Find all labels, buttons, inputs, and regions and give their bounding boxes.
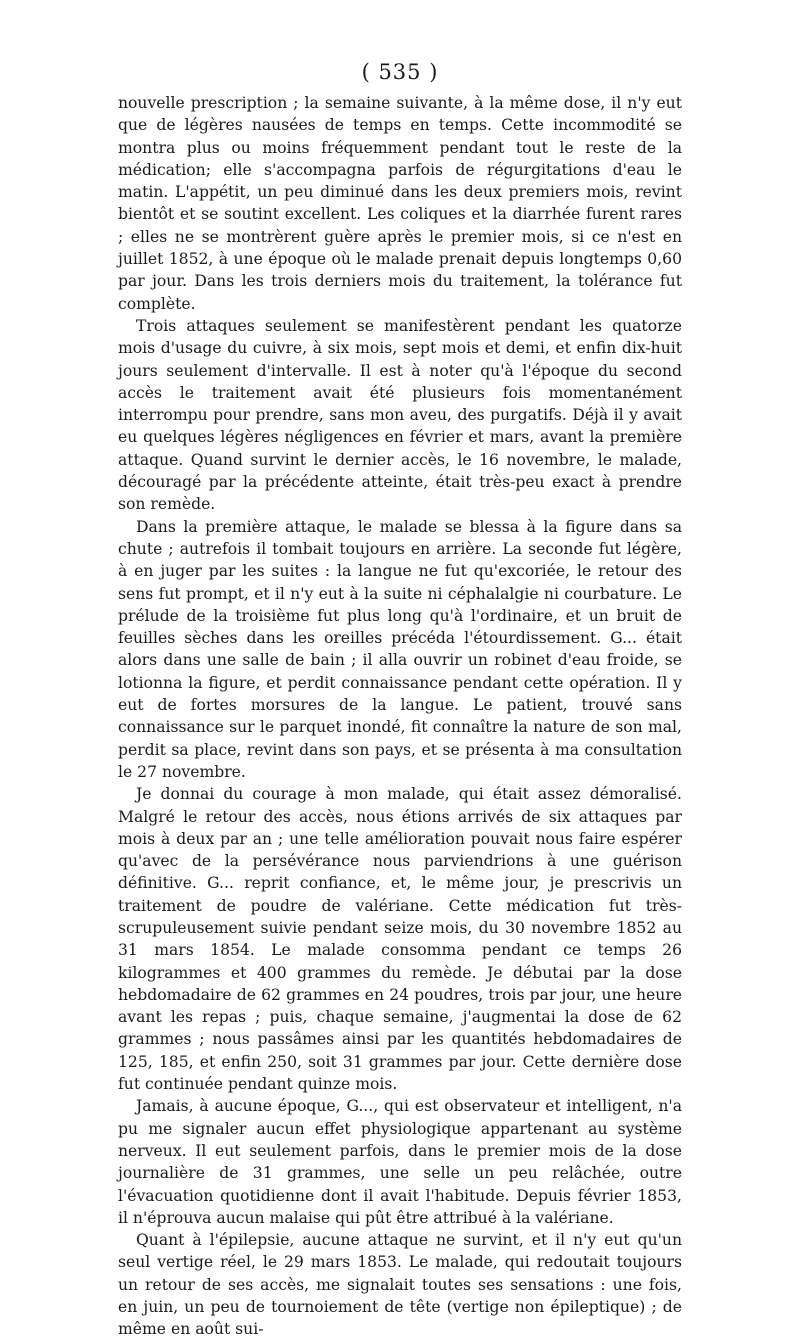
paragraph-2: Trois attaques seulement se manifestèrent pendant les quatorze mois d'usage du cuivre, à six mois, sept mois et demi, et enfin dix-huit jours seulement d'intervalle. Il est à noter qu'à l'époque du second accès le traitement avait été plusieurs fois momentanément interrompu pour prendre, sans mon aveu, des purgatifs. Déjà il y avait eu quelques légères négligences en février et mars, avant la première attaque. Quand survint le dernier accès, le 16 novembre, le malade, découragé par la précédente atteinte, était très-peu exact à prendre son remède. [118, 316, 682, 514]
paragraph-3: Dans la première attaque, le malade se blessa à la figure dans sa chute ; autrefois il tombait toujours en arrière. La seconde fut légère, à en juger par les suites : la langue ne fut qu'excoriée, le retour des sens fut prompt, et il n'y eut à la suite ni céphalalgie ni courbature. Le prélude de la troisième fut plus long qu'à l'ordinaire, et un bruit de feuilles sèches dans les oreilles précéda l'étourdissement. G... était alors dans une salle de bain ; il alla ouvrir un robinet d'eau froide, se lotionna la figure, et perdit connaissance pendant cette opération. Il y eut de fortes morsures de la langue. Le patient, trouvé sans connaissance sur le parquet inondé, fit connaître la nature de son mal, perdit sa place, revint dans son pays, et se présenta à ma consultation le 27 novembre. [118, 517, 682, 781]
paragraph-5: Jamais, à aucune époque, G..., qui est observateur et intelligent, n'a pu me signaler aucun effet physiologique appartenant au système nerveux. Il eut seulement parfois, dans le premier mois de la dose journalière de 31 grammes, une selle un peu relâchée, outre l'évacuation quotidienne dont il avait l'habitude. Depuis février 1853, il n'éprouva aucun malaise qui pût être attribué à la valériane. [118, 1097, 682, 1227]
paragraph-4: Je donnai du courage à mon malade, qui était assez démoralisé. Malgré le retour des accès, nous étions arrivés de six attaques par mois à deux par an ; une telle amélioration pouvait nous faire espérer qu'avec de la persévérance nous parviendrions à une guérison définitive. G... reprit confiance, et, le même jour, je prescrivis un traitement de poudre de valériane. Cette médication fut très-scrupuleusement suivie pendant seize mois, du 30 novembre 1852 au 31 mars 1854. Le malade consomma pendant ce temps 26 kilogrammes et 400 grammes du remède. Je débutai par la dose hebdomadaire de 62 grammes en 24 poudres, trois par jour, une heure avant les repas ; puis, chaque semaine, j'augmentai la dose de 62 grammes ; nous passâmes ainsi par les quantités hebdomadaires de 125, 185, et enfin 250, soit 31 grammes par jour. Cette dernière dose fut continuée pendant quinze mois. [118, 785, 682, 1094]
page-number: ( 535 ) [361, 60, 439, 84]
paragraph-1: nouvelle prescription ; la semaine suivante, à la même dose, il n'y eut que de légères nausées de temps en temps. Cette incommodité se montra plus ou moins fréquemment pendant tout le reste de la médication; elle s'accompagna parfois de régurgitations d'eau le matin. L'appétit, un peu diminué dans les deux premiers mois, revint bientôt et se soutint excellent. Les coliques et la diarrhée furent rares ; elles ne se montrèrent guère après le premier mois, si ce n'est en juillet 1852, à une époque où le malade prenait depuis longtemps 0,60 par jour. Dans les trois derniers mois du traitement, la tolérance fut complète. [118, 94, 682, 313]
body-text [118, 92, 682, 1341]
paragraph-6: Quant à l'épilepsie, aucune attaque ne survint, et il n'y eut qu'un seul vertige réel, le 29 mars 1853. Le malade, qui redoutait toujours un retour de ses accès, me signalait toutes ses sensations : une fois, en juin, un peu de tournoiement de tête (vertige non épileptique) ; de même en août sui- [118, 1231, 682, 1339]
